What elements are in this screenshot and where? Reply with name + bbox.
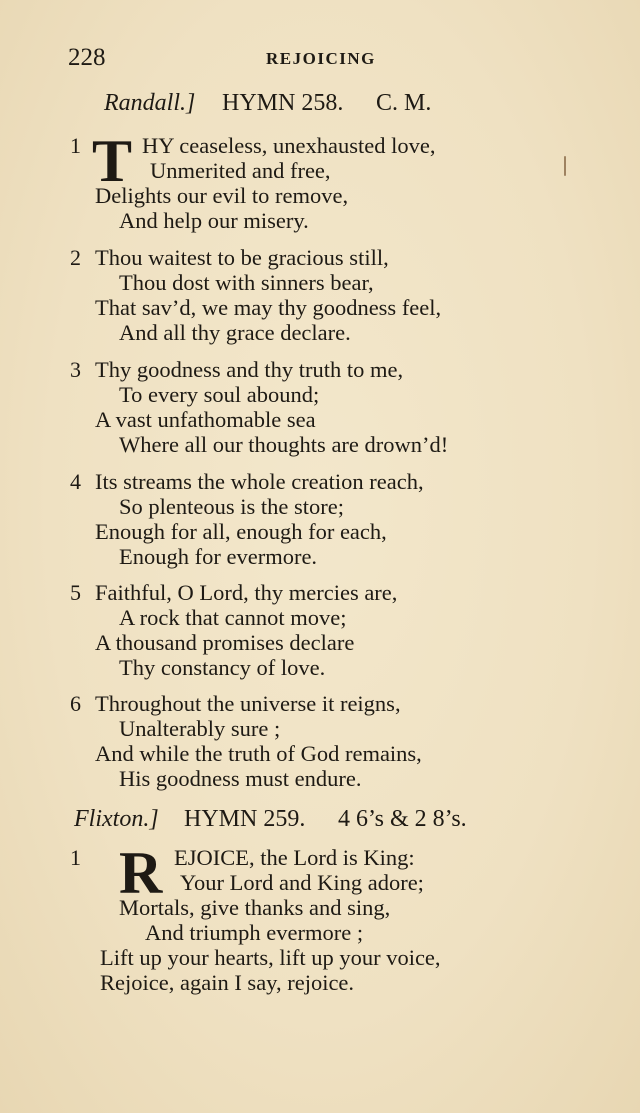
verse-line: HY ceaseless, unexhausted love, (142, 133, 436, 158)
tune-name: Flixton.] (74, 806, 159, 832)
verse-line: Delights our evil to remove, (95, 183, 349, 208)
verse-line: And all thy grace declare. (119, 320, 351, 345)
tune-name: Randall.] (104, 90, 196, 116)
stanza-number: 1 (70, 133, 81, 158)
verse-line: And while the truth of God remains, (95, 741, 422, 766)
ink-mark (564, 156, 566, 176)
verse-line: Throughout the universe it reigns, (95, 691, 401, 716)
verse-line: Rejoice, again I say, rejoice. (100, 970, 355, 995)
verse-line: A thousand promises declare (95, 630, 355, 655)
verse-line: Thou waitest to be gracious still, (95, 245, 389, 270)
running-head (0, 44, 640, 78)
verse-line: And triumph evermore ; (145, 920, 364, 945)
verse-line: A rock that cannot move; (119, 605, 347, 630)
verse-line: Where all our thoughts are drown’d! (119, 432, 449, 457)
stanza-number: 3 (70, 357, 81, 382)
verse-line: Unalterably sure ; (119, 716, 281, 741)
verse-line: To every soul abound; (119, 382, 320, 407)
verse-line: Enough for evermore. (119, 544, 318, 569)
stanza-number: 1 (70, 845, 81, 870)
stanza-number: 4 (70, 469, 81, 494)
verse-line: Mortals, give thanks and sing, (119, 895, 391, 920)
hymn-259-heading (0, 806, 640, 838)
verse-line: EJOICE, the Lord is King: (174, 845, 415, 870)
hymn-number: HYMN 259. (184, 806, 306, 832)
hymn-meter: C. M. (376, 90, 432, 116)
hymn-meter: 4 6’s & 2 8’s. (338, 806, 467, 832)
verse-line: Lift up your hearts, lift up your voice, (100, 945, 441, 970)
stanza-number: 6 (70, 691, 81, 716)
verse-line: Enough for all, enough for each, (95, 519, 387, 544)
verse-line: Thou dost with sinners bear, (119, 270, 374, 295)
verse-line: Thy goodness and thy truth to me, (95, 357, 404, 382)
stanza-number: 2 (70, 245, 81, 270)
verse-line: Thy constancy of love. (119, 655, 326, 680)
page-number: 228 (68, 44, 106, 71)
verse-line: A vast unfathomable sea (95, 407, 316, 432)
stanza-number: 5 (70, 580, 81, 605)
verse-line: His goodness must endure. (119, 766, 362, 791)
drop-cap: T (92, 128, 133, 194)
drop-cap: R (119, 840, 163, 906)
section-title: REJOICING (266, 49, 376, 68)
hymn-258-heading (0, 90, 640, 122)
verse-line: Your Lord and King adore; (180, 870, 424, 895)
hymn-number: HYMN 258. (222, 90, 344, 116)
verse-line: So plenteous is the store; (119, 494, 344, 519)
verse-line: Its streams the whole creation reach, (95, 469, 424, 494)
verse-line: And help our misery. (119, 208, 309, 233)
verse-line: Unmerited and free, (150, 158, 331, 183)
verse-line: Faithful, O Lord, thy mercies are, (95, 580, 398, 605)
verse-line: That sav’d, we may thy goodness feel, (95, 295, 442, 320)
